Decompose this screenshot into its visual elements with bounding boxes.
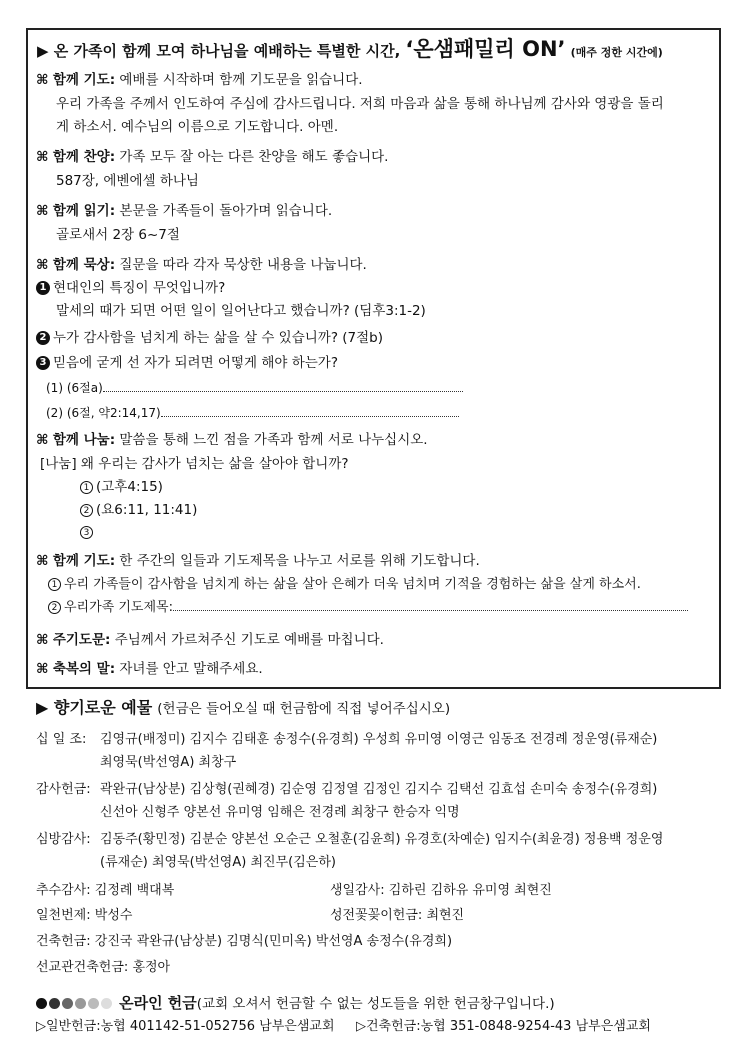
read-body: 골로새서 2장 6~7절 [56,227,180,243]
visit-names-2: (류재순) 최영묵(박선영A) 최진무(김은하) [100,855,336,870]
share-item-1: 1 (고후4:15) [80,479,163,495]
prayer1-heading: ⌘ 함께 기도: 예배를 시작하며 함께 기도문을 읽습니다. [36,72,363,88]
brand-name: ‘온샘패밀리 ON’ [405,37,566,61]
prayer2-item-1: 1 우리 가족들이 감사함을 넘치게 하는 삶을 살아 은혜가 더욱 넘치며 기적을 경험하는 삶을 살게 하소서. [48,577,641,593]
building-row: 건축헌금: 강진국 곽완규(남상분) 김명식(민미옥) 박선영A 송정수(유경희) [36,934,453,949]
meditate-q1-sub: 말세의 때가 되면 어떤 일이 일어난다고 했습니까? (딤후3:1-2) [56,303,426,319]
thanks-names: 곽완규(남상분) 김상형(권혜경) 김순영 김정열 김정인 김지수 김택선 김효섭 손미숙 송정수(유경희) [100,782,658,797]
share-item-3: 3 [80,524,96,540]
blessing-heading: ⌘ 축복의 말: 자녀를 안고 말해주세요. [36,661,263,677]
prayer1-body-2: 게 하소서. 예수님의 이름으로 기도합니다. 아멘. [56,119,339,135]
prayer2-heading: ⌘ 함께 기도: 한 주간의 일들과 기도제목을 나누고 서로를 위해 기도합니다. [36,553,480,569]
weekly-row: 일천번제: 박성수 [36,908,133,923]
meditate-heading: ⌘ 함께 묵상: 질문을 따라 각자 묵상한 내용을 나눕니다. [36,257,367,273]
offering-title: ▶ 향기로운 예물 (헌금은 들어오실 때 헌금함에 직접 넣어주십시오) [36,698,451,717]
share-item-2: 2 (요6:11, 11:41) [80,502,197,518]
tithe-label: 십 일 조: [36,732,87,747]
visit-label: 심방감사: [36,832,91,847]
birthday-row: 생일감사: 김하린 김하유 유미영 최현진 [330,883,552,898]
visit-names: 김동주(황민정) 김분순 양본선 오순근 오철훈(김윤희) 유경호(차예순) 임지수(최윤경) 정용백 정운영 [100,832,664,847]
harvest-row: 추수감사: 김정례 백대복 [36,883,175,898]
hymn-heading: ⌘ 함께 찬양: 가족 모두 잘 아는 다른 찬양을 해도 좋습니다. [36,149,389,165]
thanks-names-2: 신선아 신형주 양본선 유미영 임해은 전경례 최창구 한승자 익명 [100,805,460,820]
hymn-body: 587장, 에벤에셀 하나님 [56,173,199,189]
prayer2-item-2: 2 우리가족 기도제목: [48,600,688,616]
altar-row: 성전꽃꽂이헌금: 최현진 [330,908,465,923]
answer-line-2: (2) (6절, 약2:14,17) [46,406,459,420]
dots-decoration [36,993,119,1012]
tithe-names-2: 최영묵(박선영A) 최창구 [100,755,237,770]
thanks-label: 감사헌금: [36,782,91,797]
share-heading: ⌘ 함께 나눔: 말씀을 통해 느낀 점을 가족과 함께 서로 나누십시오. [36,432,428,448]
online-general-account: ▷일반헌금:농협 401142-51-052756 남부은샘교회 [36,1019,335,1034]
online-title-row: 온라인 헌금(교회 오셔서 헌금할 수 없는 성도들을 위한 헌금창구입니다.) [36,993,555,1012]
meditate-q2: 2 누가 감사함을 넘치게 하는 삶을 살 수 있습니까? (7절b) [36,330,383,346]
meditate-q3: 3 믿음에 굳게 선 자가 되려면 어떻게 해야 하는가? [36,355,338,371]
read-heading: ⌘ 함께 읽기: 본문을 가족들이 돌아가며 읽습니다. [36,203,333,219]
online-building-account: ▷건축헌금:농협 351-0848-9254-43 남부은샘교회 [356,1019,651,1034]
lords-prayer-heading: ⌘ 주기도문: 주님께서 가르쳐주신 기도로 예배를 마칩니다. [36,632,384,648]
prayer1-body: 우리 가족을 주께서 인도하여 주심에 감사드립니다. 저희 마음과 삶을 통해 하나님께 감사와 영광을 돌리 [56,96,664,112]
share-question: [나눔] 왜 우리는 감사가 넘치는 삶을 살아야 합니까? [40,456,349,472]
worship-title: ▶ 온 가족이 함께 모여 하나님을 예배하는 특별한 시간, ‘온샘패밀리 ON’ (매주 정한 시간에) [37,37,663,61]
meditate-q1: 1 현대인의 특징이 무엇입니까? [36,280,225,296]
answer-line-1: (1) (6절a) [46,381,463,395]
tithe-names: 김영규(배정미) 김지수 김태훈 송정수(유경희) 우성희 유미영 이영근 임동조 전경례 정운영(류재순) [100,732,658,747]
mission-row: 선교관건축헌금: 홍정아 [36,960,171,975]
